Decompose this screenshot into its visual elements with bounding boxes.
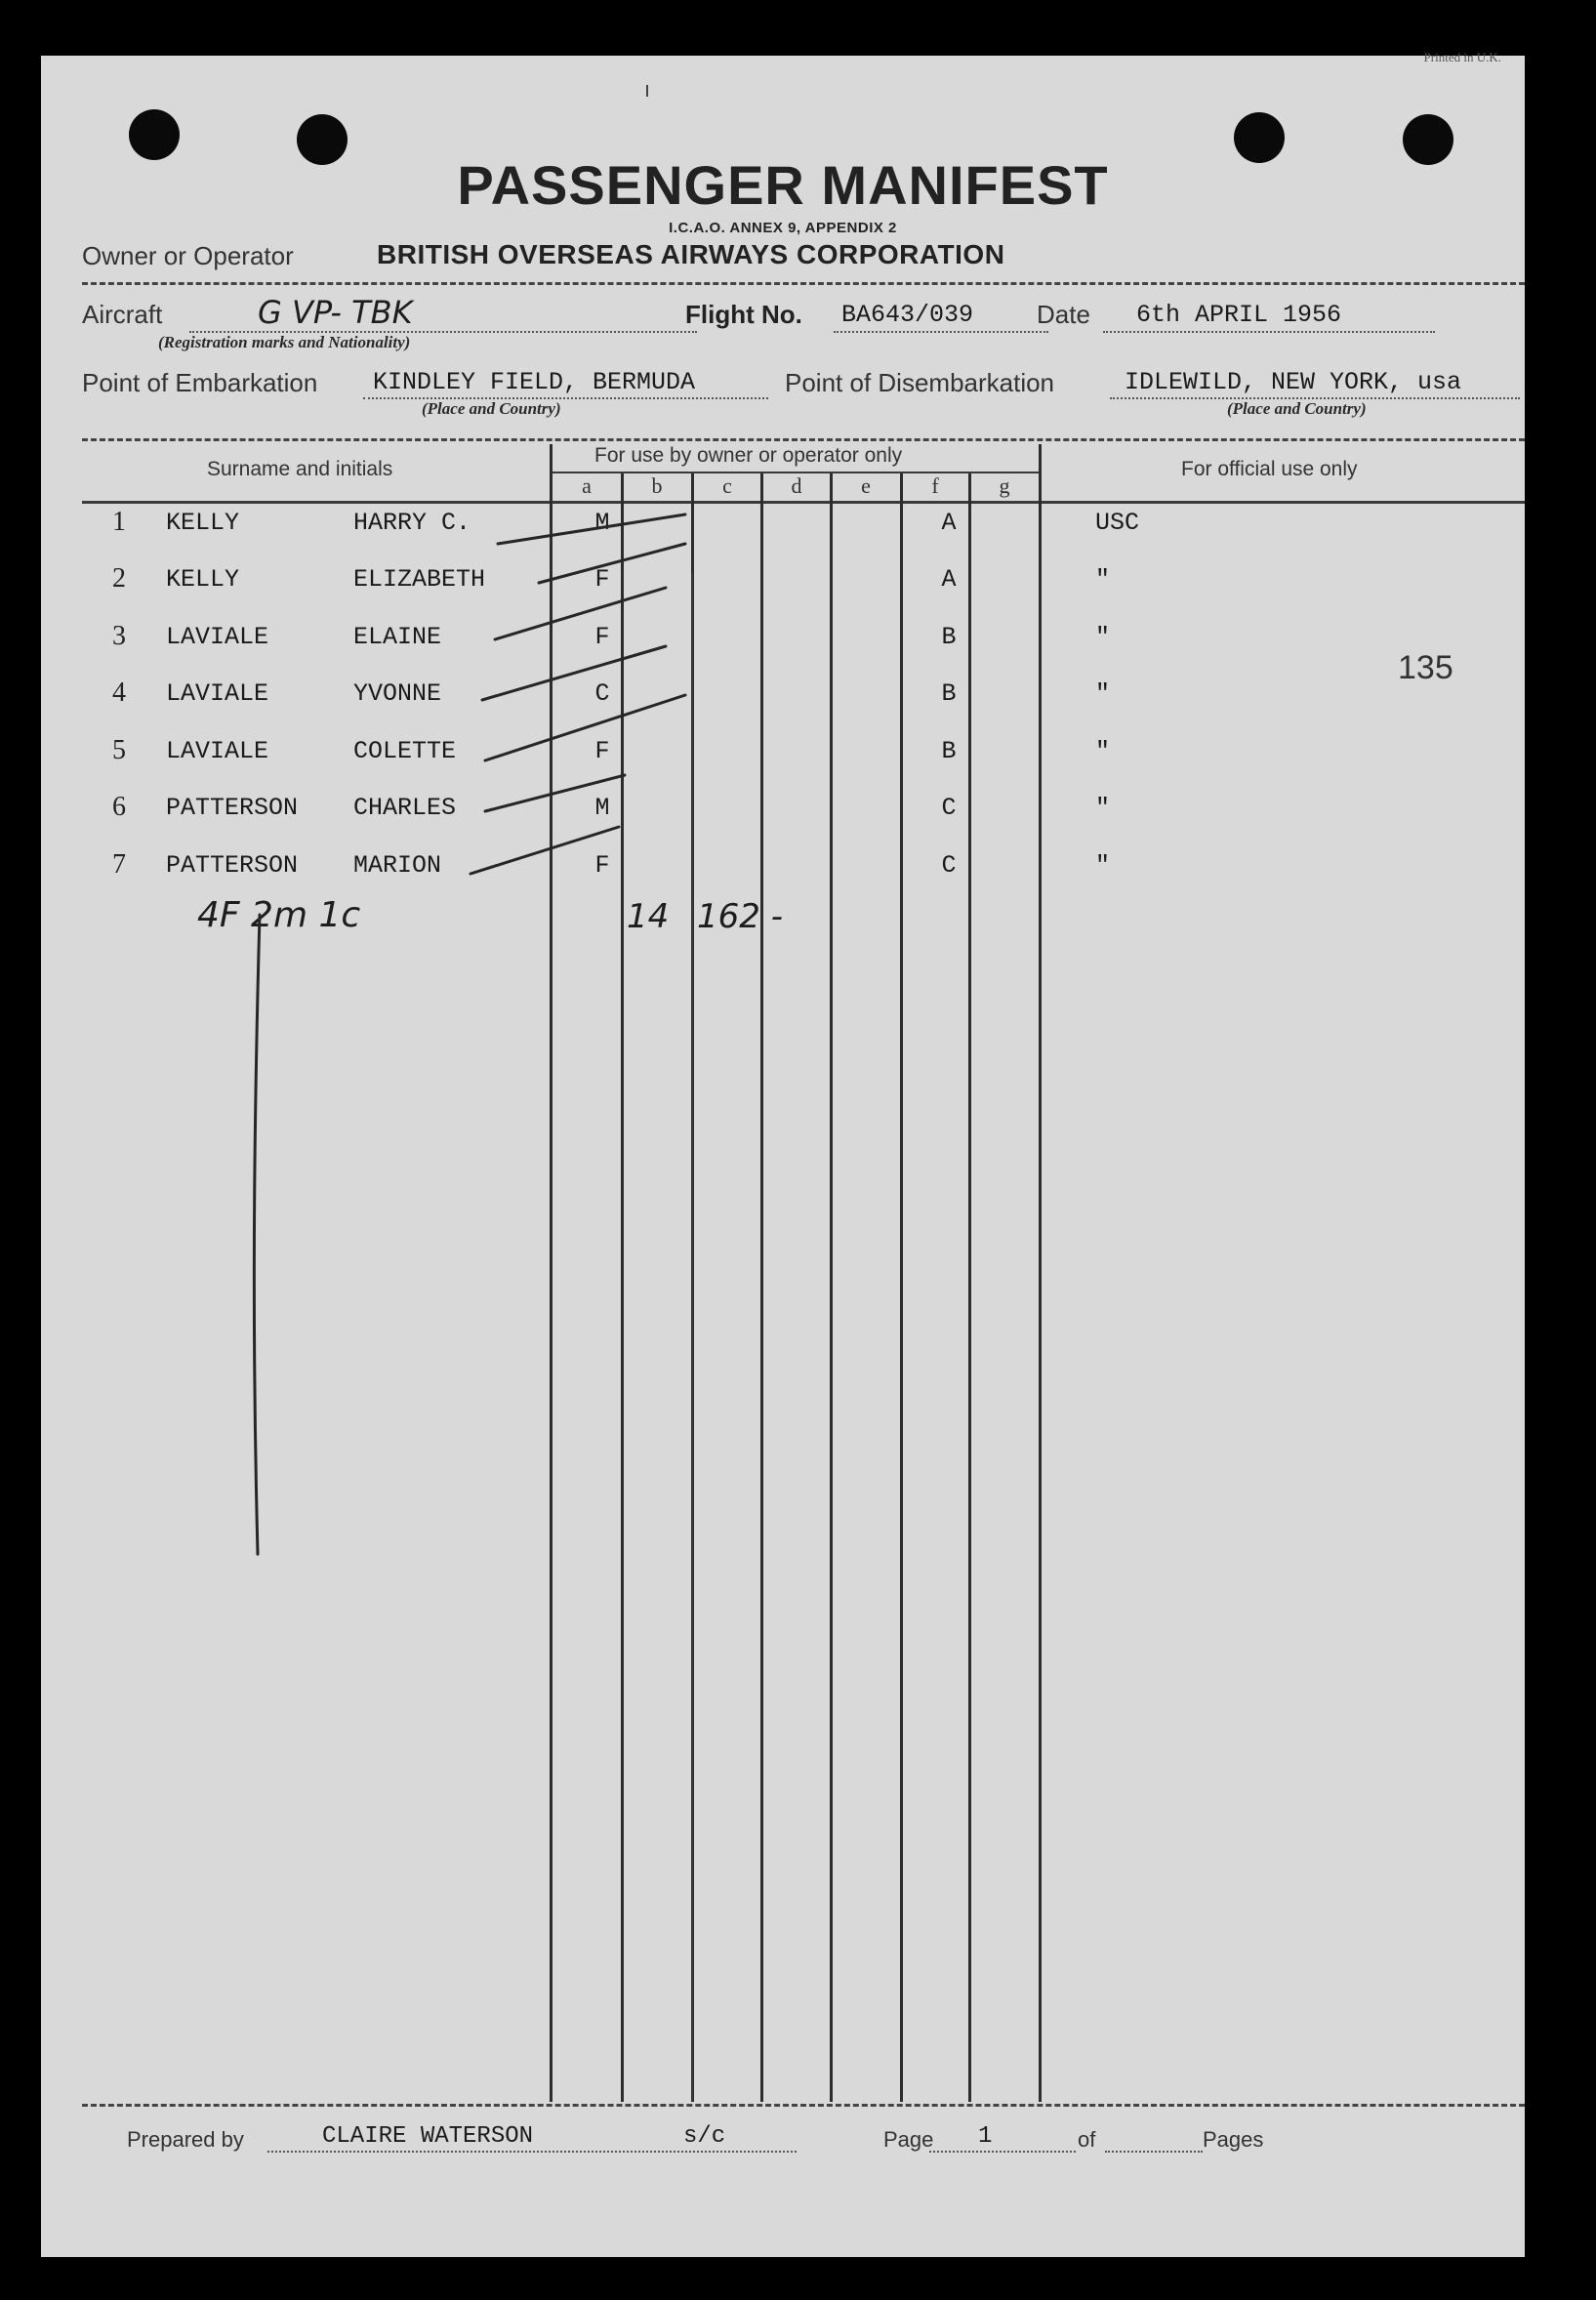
prepared-by-suffix: s/c bbox=[683, 2123, 726, 2150]
class-code: B bbox=[941, 679, 957, 708]
first-name: COLETTE bbox=[353, 737, 457, 765]
form-subtitle: I.C.A.O. ANNEX 9, APPENDIX 2 bbox=[669, 220, 897, 236]
footer-top-line bbox=[82, 2104, 1525, 2107]
operator-use-header: For use by owner or operator only bbox=[594, 444, 903, 467]
column-d-header: d bbox=[791, 473, 802, 498]
hand-stroke bbox=[482, 646, 666, 700]
official-code: " bbox=[1095, 851, 1111, 880]
hand-stroke bbox=[539, 544, 685, 583]
handwritten-totals: 4F 2m 1c bbox=[197, 895, 361, 935]
page-value: 1 bbox=[978, 2123, 993, 2150]
surname: PATTERSON bbox=[166, 851, 299, 880]
first-name: ELIZABETH bbox=[353, 565, 486, 594]
surname: KELLY bbox=[166, 565, 240, 594]
column-g-header: g bbox=[999, 473, 1010, 498]
official-code: " bbox=[1095, 565, 1111, 594]
row-number: 6 bbox=[112, 792, 126, 822]
class-code: C bbox=[941, 794, 957, 822]
sex-code: F bbox=[594, 565, 610, 594]
official-code: " bbox=[1095, 623, 1111, 651]
row-number: 1 bbox=[112, 507, 126, 537]
handwritten-c-value: 162 - bbox=[697, 897, 783, 936]
embarkation-value: KINDLEY FIELD, BERMUDA bbox=[373, 368, 696, 396]
of-dotline bbox=[1105, 2151, 1203, 2153]
hand-stroke bbox=[471, 827, 619, 874]
column-e-header: e bbox=[861, 473, 871, 498]
row-number: 5 bbox=[112, 735, 126, 765]
aircraft-note: (Registration marks and Nationality) bbox=[158, 333, 411, 351]
sex-code: M bbox=[594, 509, 610, 537]
surname: PATTERSON bbox=[166, 794, 299, 822]
handwritten-strokes bbox=[41, 56, 1525, 2257]
row-number: 4 bbox=[112, 678, 126, 708]
date-label: Date bbox=[1037, 300, 1090, 329]
hand-stroke bbox=[495, 588, 666, 639]
side-number: 135 bbox=[1398, 649, 1453, 686]
date-value: 6th APRIL 1956 bbox=[1136, 301, 1342, 329]
surname: LAVIALE bbox=[166, 679, 269, 708]
first-name: ELAINE bbox=[353, 623, 442, 651]
column-a-header: a bbox=[582, 473, 592, 498]
aircraft-value: G VP- TBK bbox=[258, 294, 413, 331]
official-code: " bbox=[1095, 737, 1111, 765]
operator-label: Owner or Operator bbox=[82, 241, 294, 270]
column-b-header: b bbox=[651, 473, 663, 498]
sex-code: F bbox=[594, 623, 610, 651]
sex-code: M bbox=[594, 794, 610, 822]
name-column-header: Surname and initials bbox=[207, 458, 393, 480]
row-number: 7 bbox=[112, 849, 126, 880]
official-code: USC bbox=[1095, 509, 1140, 537]
handwritten-b-value: 14 bbox=[627, 897, 670, 936]
operator-value: BRITISH OVERSEAS AIRWAYS CORPORATION bbox=[377, 239, 1005, 269]
pages-label: Pages bbox=[1203, 2127, 1264, 2152]
disembarkation-value: IDLEWILD, NEW YORK, usa bbox=[1125, 368, 1462, 396]
sex-code: C bbox=[594, 679, 610, 708]
official-code: " bbox=[1095, 794, 1111, 822]
hand-stroke bbox=[498, 514, 685, 544]
class-code: B bbox=[941, 737, 957, 765]
hand-stroke bbox=[254, 915, 260, 1554]
disembarkation-note: (Place and Country) bbox=[1227, 399, 1367, 418]
column-c-header: c bbox=[722, 473, 732, 498]
first-name: CHARLES bbox=[353, 794, 457, 822]
page-dotline bbox=[929, 2151, 1076, 2153]
sex-code: F bbox=[594, 737, 610, 765]
hand-stroke bbox=[485, 775, 625, 811]
class-code: A bbox=[941, 509, 957, 537]
form-title: PASSENGER MANIFEST bbox=[457, 154, 1109, 216]
surname: LAVIALE bbox=[166, 623, 269, 651]
official-use-header: For official use only bbox=[1181, 458, 1358, 480]
embarkation-label: Point of Embarkation bbox=[82, 368, 318, 397]
aircraft-label: Aircraft bbox=[82, 300, 163, 329]
disembarkation-label: Point of Disembarkation bbox=[785, 368, 1055, 397]
page-label: Page bbox=[883, 2127, 934, 2152]
class-code: A bbox=[941, 565, 957, 594]
printed-note: Printed in U.K. bbox=[1423, 50, 1501, 64]
first-name: MARION bbox=[353, 851, 442, 880]
surname: KELLY bbox=[166, 509, 240, 537]
first-name: YVONNE bbox=[353, 679, 442, 708]
of-label: of bbox=[1078, 2127, 1096, 2152]
embarkation-note: (Place and Country) bbox=[422, 399, 561, 418]
class-code: B bbox=[941, 623, 957, 651]
row-number: 3 bbox=[112, 621, 126, 651]
sex-code: F bbox=[594, 851, 610, 880]
prepared-dotline bbox=[267, 2151, 797, 2153]
manifest-sheet bbox=[41, 50, 1525, 2257]
prepared-by-value: CLAIRE WATERSON bbox=[322, 2123, 534, 2150]
surname: LAVIALE bbox=[166, 737, 269, 765]
row-number: 2 bbox=[112, 563, 126, 594]
prepared-by-label: Prepared by bbox=[127, 2127, 244, 2152]
first-name: HARRY C. bbox=[353, 509, 471, 537]
official-code: " bbox=[1095, 679, 1111, 708]
class-code: C bbox=[941, 851, 957, 880]
flight-label: Flight No. bbox=[685, 300, 802, 329]
flight-value: BA643/039 bbox=[841, 301, 974, 329]
column-f-header: f bbox=[931, 473, 939, 498]
hand-stroke bbox=[485, 695, 685, 760]
